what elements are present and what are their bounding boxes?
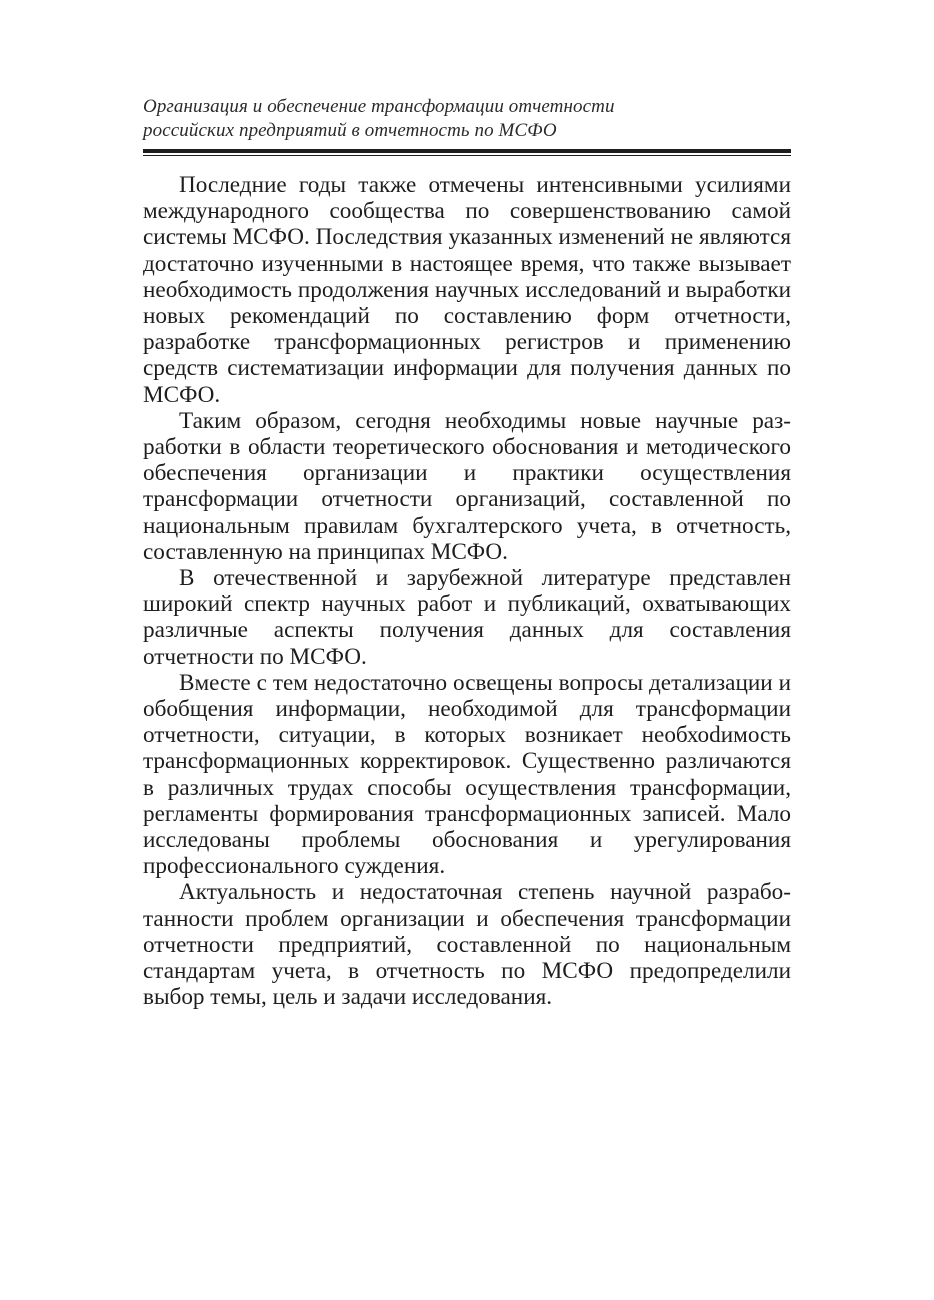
header-rule-thick	[143, 149, 791, 153]
running-header	[143, 95, 791, 143]
paragraph-2: Таким образом, сегодня необходимы новые научные разработки в области теоретического обоснования и методического обеспечения организации и практики осуществления трансформации отчетности организаций, составленной по национальным правилам бухгалтерского учета, в отчетность, составленную на принципах МСФО.	[143, 407, 791, 565]
paragraph-5: Актуальность и недостаточная степень научной разработанности проблем организации и обеспечения трансформации отчетности предприятий, составленной по национальным стандартам учета, в отчетность по МСФО предопределили выбор темы, цель и задачи исследования.	[143, 879, 791, 1011]
running-header-line-2: российских предприятий в отчетность по МСФО	[143, 120, 557, 141]
paragraph-4: Вместе с тем недостаточно освещены вопросы детализации и обобщения информации, необходимой для трансформации отчетности, ситуации, в которых возникает необхоdимость трансформационных корректировок. Существенно различаются в различных трудах способы осуществления трансформации, регламенты формирования трансформационных записей. Мало исследованы проблемы обоснования и урегулирования профессионального суждения.	[143, 669, 791, 880]
running-header-line-1: Организация и обеспечение трансформации отчетности	[143, 96, 615, 117]
page	[143, 95, 791, 1011]
header-rule-thin	[143, 155, 791, 156]
paragraph-1: Последние годы также отмечены интенсивными усилиями международного сообщества по совершенствованию самой системы МСФО. Последствия указанных изменений не являются достаточно изученными в настоящее время, что также вызывает необходимость продолжения научных исследований и выработки новых рекомендаций по составлению форм отчетности, разработке трансформационных регистров и применению средств систематизации информации для получения данных по МСФО.	[143, 172, 791, 408]
paragraph-3: В отечественной и зарубежной литературе представлен широкий спектр научных работ и публикаций, охватывающих различные аспекты получения данных для составления отчетности по МСФО.	[143, 565, 791, 670]
body-text	[143, 172, 791, 1011]
